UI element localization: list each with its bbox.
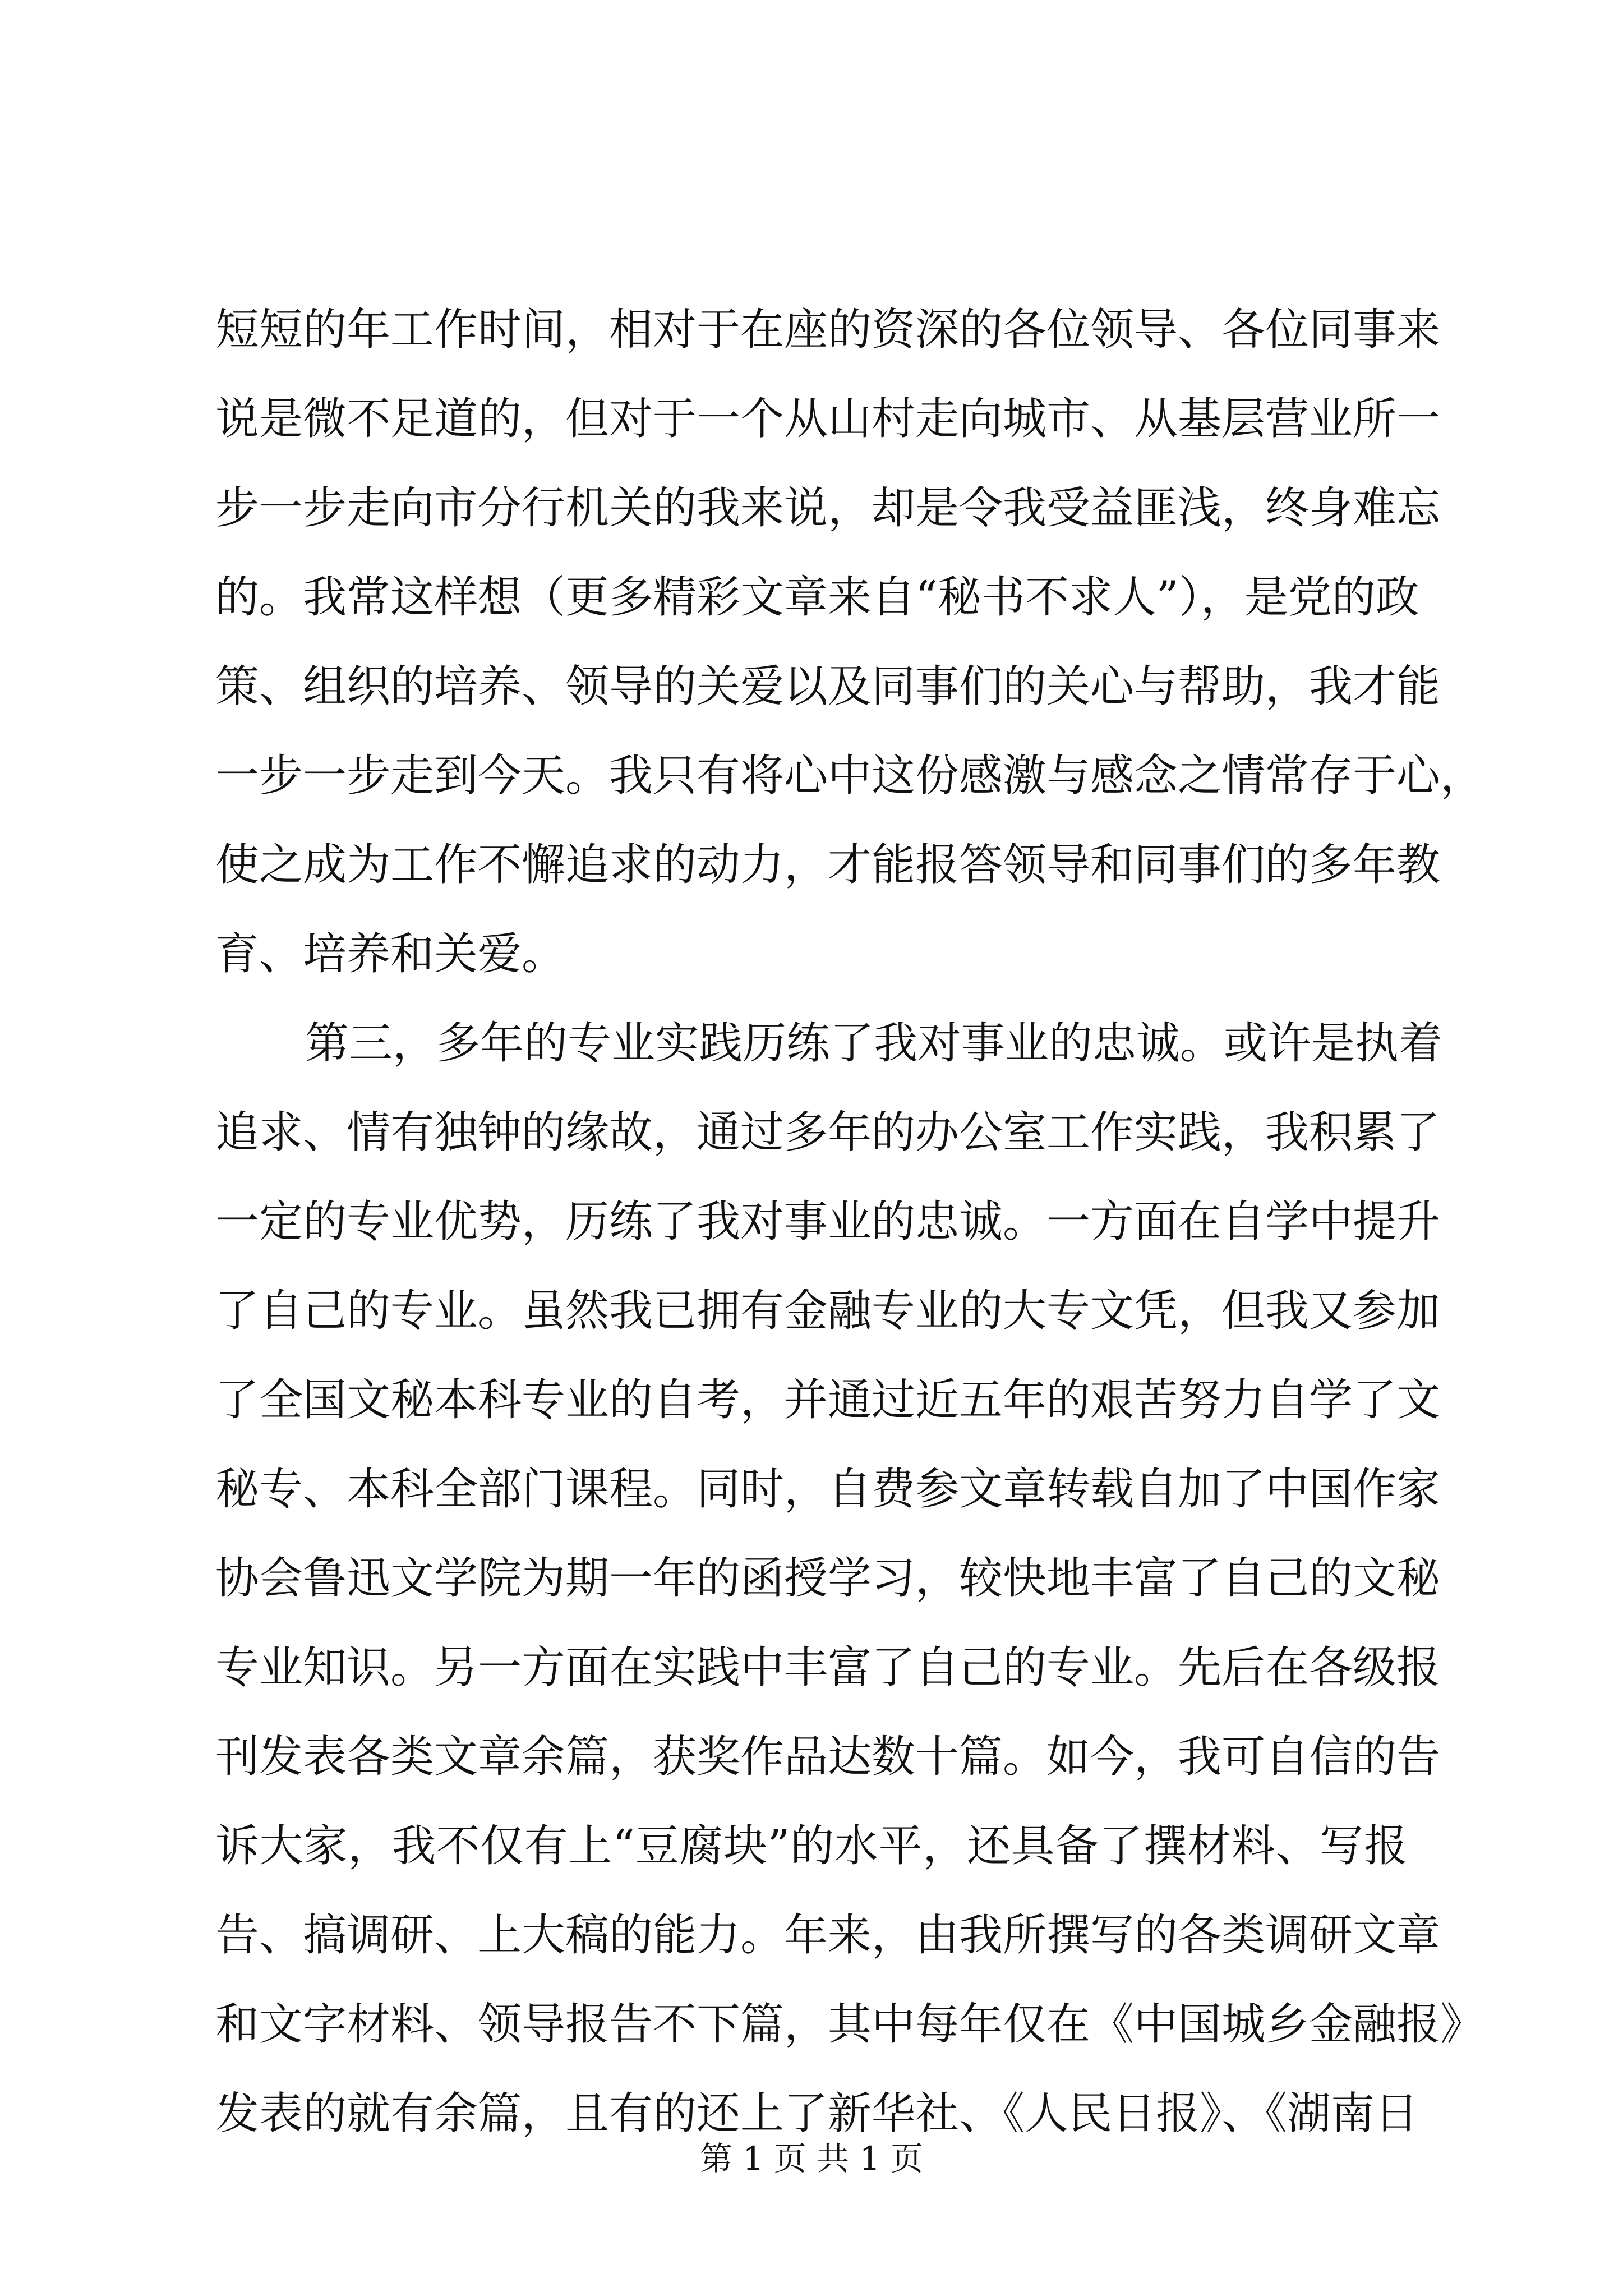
text-line: 专业知识。另一方面在实践中丰富了自己的专业。先后在各级报	[215, 1642, 1441, 1693]
paragraph-first-line: 第三，多年的专业实践历练了我对事业的忠诚。或许是执着	[305, 1018, 1443, 1069]
text-line: 短短的年工作时间，相对于在座的资深的各位领导、各位同事来	[215, 305, 1441, 355]
text-line: 追求、情有独钟的缘故，通过多年的办公室工作实践，我积累了	[215, 1107, 1441, 1158]
text-line: 一步一步走到今天。我只有将心中这份感激与感念之情常存于心，	[215, 751, 1484, 801]
text-line: 策、组织的培养、领导的关爱以及同事们的关心与帮助，我才能	[215, 661, 1441, 712]
text-line: 了自己的专业。虽然我已拥有金融专业的大专文凭，但我又参加	[215, 1286, 1441, 1336]
text-line: 和文字材料、领导报告不下篇，其中每年仅在《中国城乡金融报》	[215, 1999, 1484, 2050]
text-line: 发表的就有余篇，且有的还上了新华社、《人民日报》、《湖南日	[215, 2088, 1419, 2139]
page-number-footer: 第 1 页 共 1 页	[700, 2139, 923, 2178]
text-line: 一定的专业优势，历练了我对事业的忠诚。一方面在自学中提升	[215, 1197, 1441, 1247]
text-line: 育、培养和关爱。	[215, 929, 566, 979]
text-line: 说是微不足道的，但对于一个从山村走向城市、从基层营业所一	[215, 394, 1441, 444]
text-line: 步一步走向市分行机关的我来说，却是令我受益匪浅，终身难忘	[215, 483, 1441, 533]
text-line: 诉大家，我不仅有上“豆腐块”的水平，还具备了撰材料、写报	[215, 1821, 1408, 1871]
text-line: 了全国文秘本科专业的自考，并通过近五年的艰苦努力自学了文	[215, 1375, 1441, 1425]
text-line: 的。我常这样想（更多精彩文章来自“秘书不求人”），是党的政	[215, 572, 1419, 623]
text-line: 刊发表各类文章余篇，获奖作品达数十篇。如今，我可自信的告	[215, 1732, 1441, 1782]
text-line: 秘专、本科全部门课程。同时，自费参文章转载自加了中国作家	[215, 1464, 1441, 1515]
text-line: 告、搞调研、上大稿的能力。年来，由我所撰写的各类调研文章	[215, 1910, 1441, 1961]
text-line: 使之成为工作不懈追求的动力，才能报答领导和同事们的多年教	[215, 840, 1441, 890]
text-line: 协会鲁迅文学院为期一年的函授学习，较快地丰富了自己的文秘	[215, 1553, 1441, 1604]
